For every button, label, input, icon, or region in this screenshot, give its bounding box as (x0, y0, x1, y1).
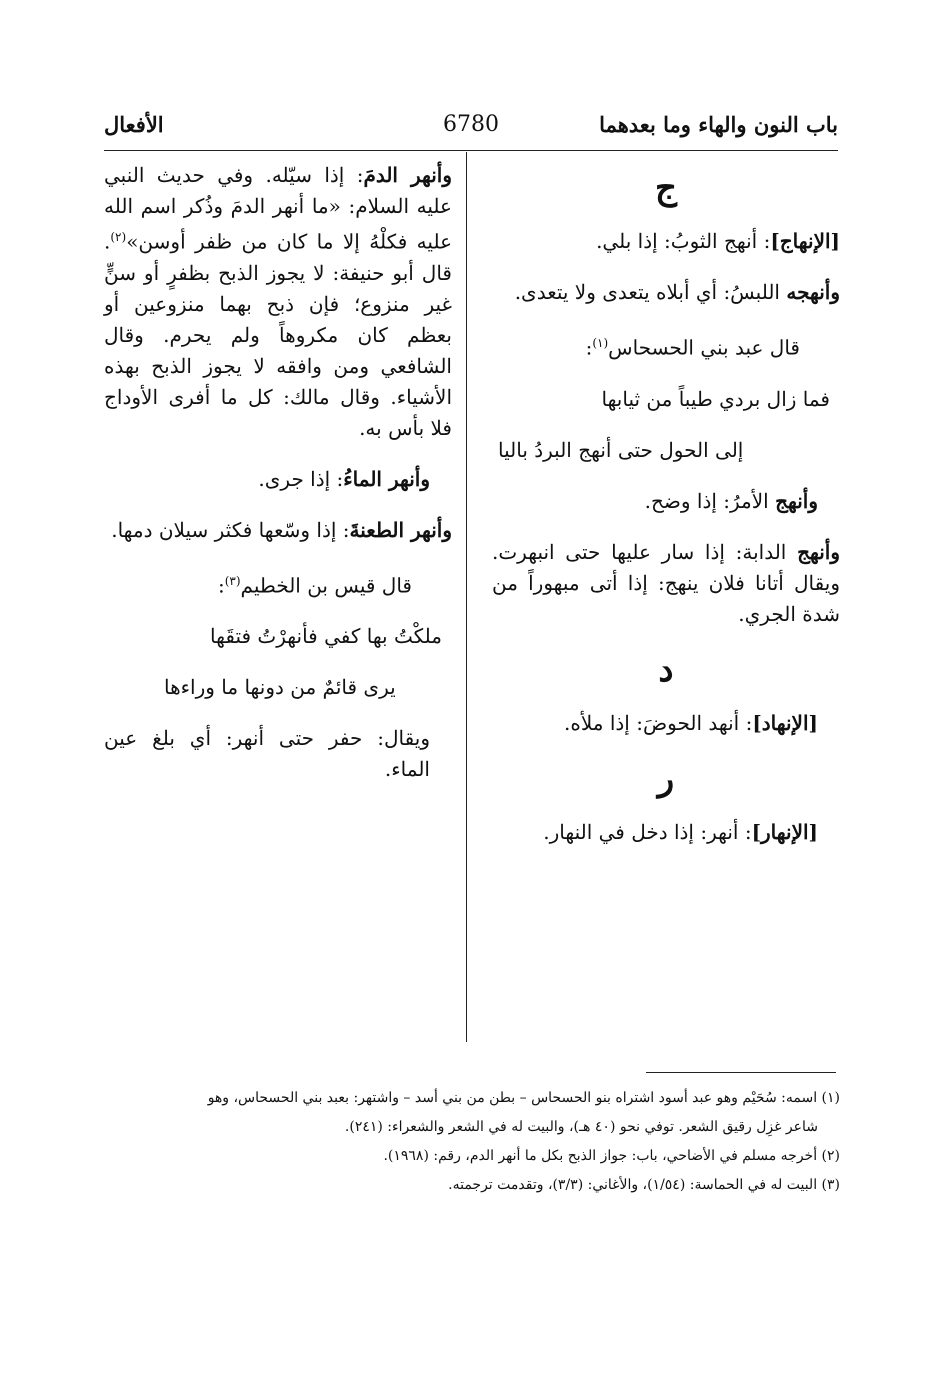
poet-intro (492, 328, 840, 364)
entry-anhajahu (492, 277, 840, 308)
poet-line: قال عبد بني الحسحاس (608, 335, 800, 360)
entry-headword: وأنهر الطعنةَ (349, 517, 452, 542)
entry-headword: وأنهجه (786, 280, 840, 304)
verse-first-hemistich: ملكْتُ بها كفي فأنهرْتُ فتقَها (210, 624, 442, 649)
entry-headword: [الإنهاد] (752, 710, 818, 735)
letter-heading-ra: ر (657, 758, 675, 799)
footnote-ref: (١) (592, 336, 609, 350)
entry-text: : أنهج الثوبُ: إذا بلي. (596, 229, 771, 253)
right-column (492, 160, 840, 868)
poet-line-tail: : (585, 335, 593, 360)
entry-headword: وأنهر الدمَ (363, 163, 452, 187)
poet-line: قال قيس بن الخطيم (240, 573, 412, 598)
letter-heading-jim: ج (655, 168, 677, 208)
entry-anhara-maa (104, 464, 452, 495)
footnotes (106, 1084, 840, 1200)
page-header (104, 112, 838, 152)
entry-text: : إذا جرى. (258, 466, 344, 491)
entry-anhara-taana (104, 515, 452, 546)
section-title: الأفعال (104, 112, 164, 137)
entry-text: : أنهر: إذا دخل في النهار. (543, 819, 752, 844)
entry-text: ويقال: حفر حتى أنهر: أي بلغ عين الماء. (104, 726, 430, 782)
entry-inhar (492, 817, 840, 848)
entry-headword: وأنهج (797, 539, 840, 564)
entry-text: الأمرُ: إذا وضح. (644, 488, 776, 513)
entry-anhaja-dabba (492, 537, 840, 630)
verse-second-hemistich: إلى الحول حتى أنهج البردُ باليا (498, 437, 744, 462)
entry-text: : إذا وسّعها فكثر سيلان دمها. (111, 517, 350, 542)
entry-inhaj (492, 226, 840, 257)
entry-headword: [الإنهاج] (770, 229, 840, 253)
poet-intro (104, 566, 452, 602)
left-column (104, 160, 452, 805)
header-rule (104, 150, 838, 151)
entry-anhara-dam (104, 160, 452, 444)
entry-text: اللبسُ: أي أبلاه يتعدى ولا يتعدى. (514, 280, 787, 304)
footnote-1-continued: شاعر غزِل رقيق الشعر. توفي نحو (٤٠ هـ)، والبيت له في الشعر والشعراء: (٢٤١). (344, 1119, 818, 1135)
footnote-ref: (٢) (110, 230, 127, 244)
footnote-rule (646, 1072, 836, 1073)
entry-anhaja-amr (492, 486, 840, 517)
letter-heading-dal: د (658, 649, 674, 690)
verse-second-hemistich: يرى قائمٌ من دونها ما وراءها (164, 675, 396, 700)
verse-first-hemistich: فما زال بردي طيباً من ثيابها (601, 386, 830, 411)
entry-text: : أنهد الحوضَ: إذا ملأه. (563, 710, 753, 735)
entry-headword: وأنهر الماءُ (343, 466, 430, 491)
footnote-2: (٢) أخرجه مسلم في الأضاحي، باب: جواز الذبح بكل ما أنهر الدم، رقم: (١٩٦٨). (383, 1148, 840, 1164)
entry-text-tail: . قال أبو حنيفة: لا يجوز الذبح بظفرٍ أو سنٍّ غير منزوع؛ فإن ذبح بهما منزوعين أو بعظم كان مكروهاً ولم يحرم. وقال الشافعي ومن وافقه لا يجوز الذبح بهذه الأشياء. وقال مالك: كل ما أفرى الأوداج فلا بأس به. (104, 229, 452, 440)
chapter-title: باب النون والهاء وما بعدهما (599, 112, 838, 137)
entry-headword: [الإنهار] (751, 819, 818, 844)
column-divider (466, 152, 467, 1042)
footnote-3: (٣) البيت له في الحماسة: (١/٥٤)، والأغاني: (٣/٣)، وتقدمت ترجمته. (448, 1177, 840, 1193)
entry-text: الدابة: إذا سار عليها حتى انبهرت. ويقال أتانا فلان ينهج: إذا أتى مبهوراً من شدة الجري. (492, 539, 840, 626)
entry-hafara (104, 723, 452, 785)
entry-text: : إذا سيّله. وفي حديث النبي عليه السلام: «ما أنهر الدمَ وذُكر اسم الله عليه فكلْهُ إلا ما كان من ظفر أوسن» (104, 163, 452, 254)
page-number: 6780 (443, 112, 499, 137)
entry-inhad (492, 708, 840, 739)
poet-line-tail: : (217, 573, 225, 598)
entry-headword: وأنهج (775, 488, 818, 513)
footnote-ref: (٣) (224, 573, 241, 588)
footnote-1: (١) اسمه: سُحَيْم وهو عبد أسود اشتراه بنو الحسحاس – بطن من بني أسد – واشتهر: بعبد بني الحسحاس، وهو (207, 1090, 840, 1106)
